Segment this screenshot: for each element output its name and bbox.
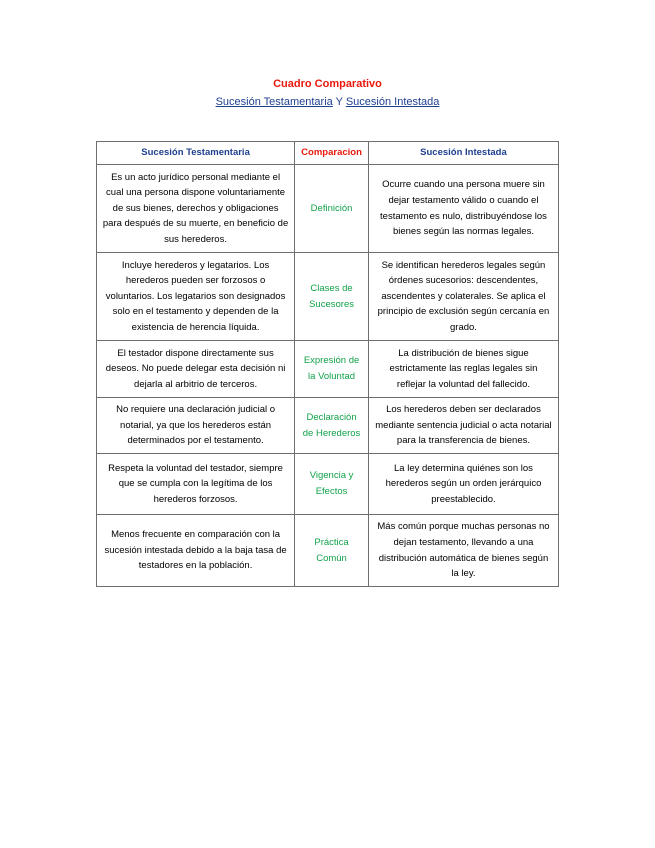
cell-criterion: Vigencia y Efectos xyxy=(295,454,369,515)
document-subtitle xyxy=(0,96,655,108)
table-row xyxy=(97,454,559,515)
comparison-table xyxy=(96,141,559,587)
cell-testamentaria: El testador dispone directamente sus deseos. No puede delegar esta decisión ni dejarla al arbitrio de terceros. xyxy=(97,341,295,398)
table-header-row xyxy=(97,142,559,165)
cell-testamentaria: Menos frecuente en comparación con la sucesión intestada debido a la baja tasa de testadores en la población. xyxy=(97,515,295,587)
cell-criterion: Expresión de la Voluntad xyxy=(295,341,369,398)
cell-intestada: La distribución de bienes sigue estrictamente las reglas legales sin reflejar la voluntad del fallecido. xyxy=(368,341,558,398)
cell-criterion: Definición xyxy=(295,165,369,253)
table-row xyxy=(97,253,559,341)
cell-criterion: Práctica Común xyxy=(295,515,369,587)
cell-criterion: Declaración de Herederos xyxy=(295,398,369,454)
table-row xyxy=(97,165,559,253)
subtitle-connector: Y xyxy=(332,96,346,108)
cell-testamentaria: Respeta la voluntad del testador, siempre que se cumpla con la legítima de los herederos forzosos. xyxy=(97,454,295,515)
cell-intestada: Más común porque muchas personas no dejan testamento, llevando a una distribución automática de bienes según la ley. xyxy=(368,515,558,587)
header-testamentaria: Sucesión Testamentaria xyxy=(97,142,295,165)
cell-intestada: Los herederos deben ser declarados mediante sentencia judicial o acta notarial para la transferencia de bienes. xyxy=(368,398,558,454)
subtitle-testamentaria: Sucesión Testamentaria xyxy=(215,96,333,108)
cell-testamentaria: Incluye herederos y legatarios. Los herederos pueden ser forzosos o voluntarios. Los legatarios son designados solo en el testamento y dependen de la existencia de herencia líquida. xyxy=(97,253,295,341)
cell-intestada: Se identifican herederos legales según órdenes sucesorios: descendentes, ascendentes y colaterales. Se aplica el principio de exclusión según cercanía en grado. xyxy=(368,253,558,341)
header-intestada: Sucesión Intestada xyxy=(368,142,558,165)
cell-testamentaria: No requiere una declaración judicial o notarial, ya que los herederos están determinados por el testamento. xyxy=(97,398,295,454)
subtitle-intestada: Sucesión Intestada xyxy=(345,96,440,108)
cell-testamentaria: Es un acto jurídico personal mediante el cual una persona dispone voluntariamente de sus bienes, derechos y obligaciones para después de su muerte, en beneficio de sus herederos. xyxy=(97,165,295,253)
table-row xyxy=(97,398,559,454)
table-row xyxy=(97,515,559,587)
header-comparacion: Comparacion xyxy=(295,142,369,165)
document-title: Cuadro Comparativo xyxy=(273,78,382,90)
cell-criterion: Clases de Sucesores xyxy=(295,253,369,341)
cell-intestada: Ocurre cuando una persona muere sin dejar testamento válido o cuando el testamento es nulo, distribuyéndose los bienes según las normas legales. xyxy=(368,165,558,253)
table-row xyxy=(97,341,559,398)
cell-intestada: La ley determina quiénes son los herederos según un orden jerárquico preestablecido. xyxy=(368,454,558,515)
